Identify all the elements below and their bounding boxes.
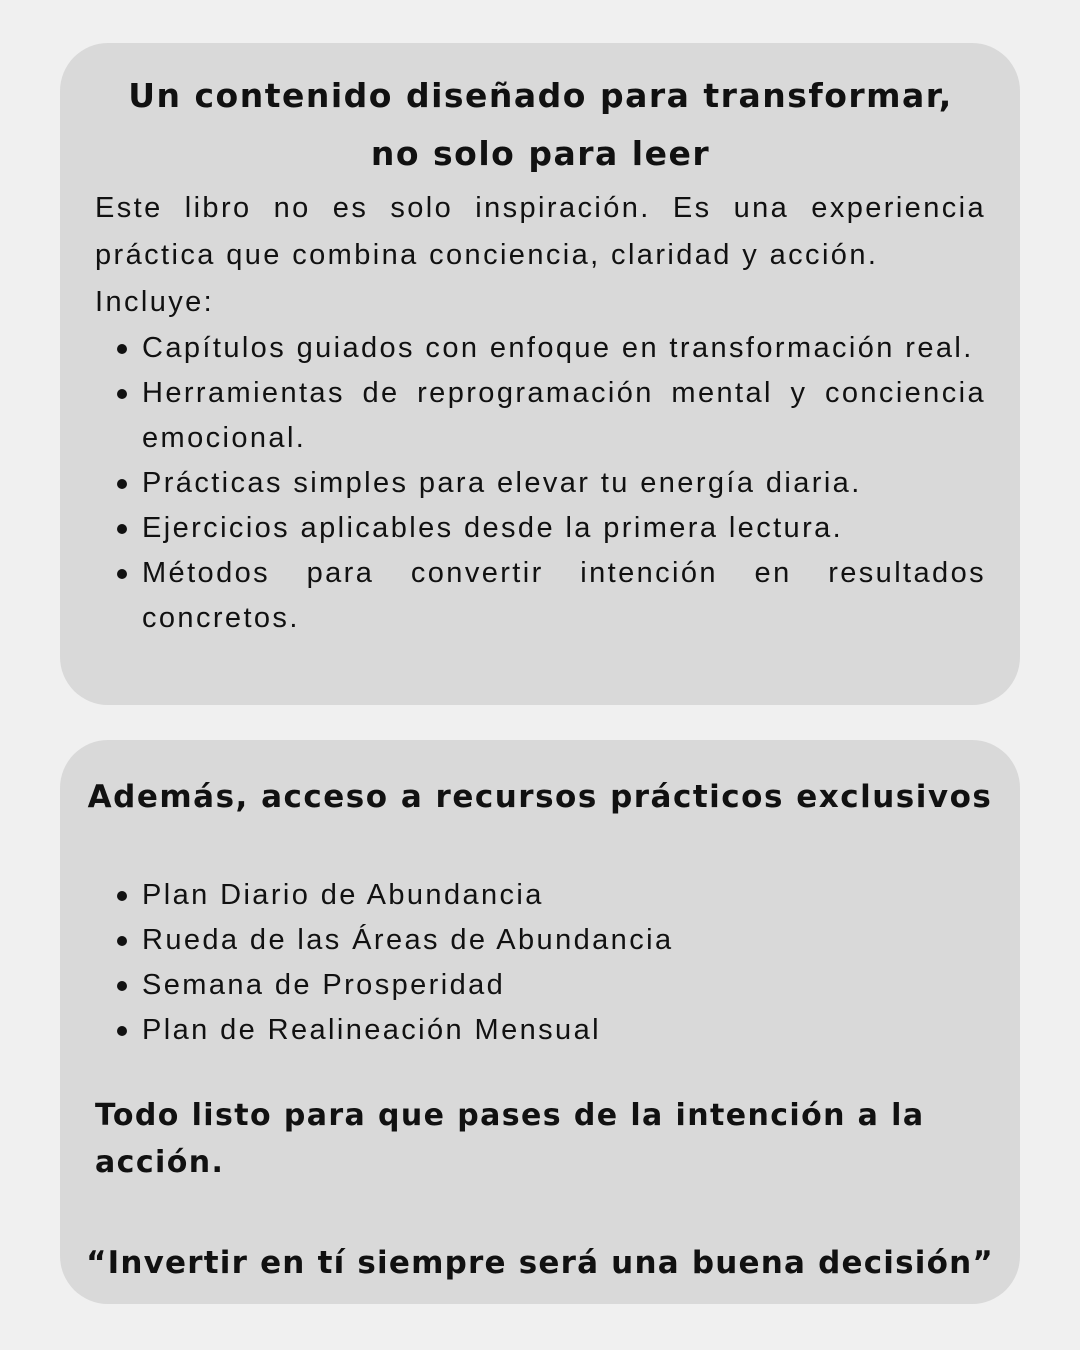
list-item xyxy=(95,1008,986,1053)
closing-statement: Todo listo para que pases de la intención a la acción. xyxy=(95,1098,925,1180)
bullet-dot-icon xyxy=(117,524,127,534)
list-item-text: Semana de Prosperidad xyxy=(142,969,506,1001)
list-item xyxy=(95,371,986,461)
list-item-text: Métodos para convertir intención en resultados concretos. xyxy=(142,557,986,634)
bullet-dot-icon xyxy=(117,389,127,399)
list-item-text: Prácticas simples para elevar tu energía diaria. xyxy=(142,467,862,499)
list-item-text: Herramientas de reprogramación mental y conciencia emocional. xyxy=(142,377,986,454)
content-title xyxy=(95,67,986,183)
intro-text: Este libro no es solo inspiración. Es una experiencia práctica que combina conciencia, claridad y acción. xyxy=(95,192,986,271)
list-item-text: Plan de Realineación Mensual xyxy=(142,1014,601,1046)
resources-card xyxy=(60,740,1020,1304)
content-title-line-1: Un contenido diseñado para transformar, xyxy=(128,76,953,115)
content-card xyxy=(60,43,1020,705)
list-item xyxy=(95,918,986,963)
list-item xyxy=(95,461,986,506)
closing-quote: “Invertir en tí siempre será una buena decisión” xyxy=(86,1245,994,1281)
list-item xyxy=(95,873,986,918)
list-item xyxy=(95,963,986,1008)
bullet-dot-icon xyxy=(117,936,127,946)
list-item xyxy=(95,506,986,551)
intro-paragraph xyxy=(95,185,986,326)
list-item xyxy=(95,551,986,641)
list-item xyxy=(95,326,986,371)
resources-title: Además, acceso a recursos prácticos exclusivos xyxy=(87,779,993,815)
bullet-dot-icon xyxy=(117,1026,127,1036)
list-item-text: Rueda de las Áreas de Abundancia xyxy=(142,924,674,956)
content-title-line-2: no solo para leer xyxy=(370,134,711,173)
list-item-text: Capítulos guiados con enfoque en transformación real. xyxy=(142,332,974,364)
resources-list xyxy=(95,873,986,1053)
list-item-text: Ejercicios aplicables desde la primera lectura. xyxy=(142,512,844,544)
bullet-dot-icon xyxy=(117,891,127,901)
bullet-dot-icon xyxy=(117,479,127,489)
content-list xyxy=(95,326,986,641)
list-item-text: Plan Diario de Abundancia xyxy=(142,879,544,911)
bullet-dot-icon xyxy=(117,344,127,354)
includes-label: Incluye: xyxy=(95,286,215,318)
bullet-dot-icon xyxy=(117,569,127,579)
bullet-dot-icon xyxy=(117,981,127,991)
